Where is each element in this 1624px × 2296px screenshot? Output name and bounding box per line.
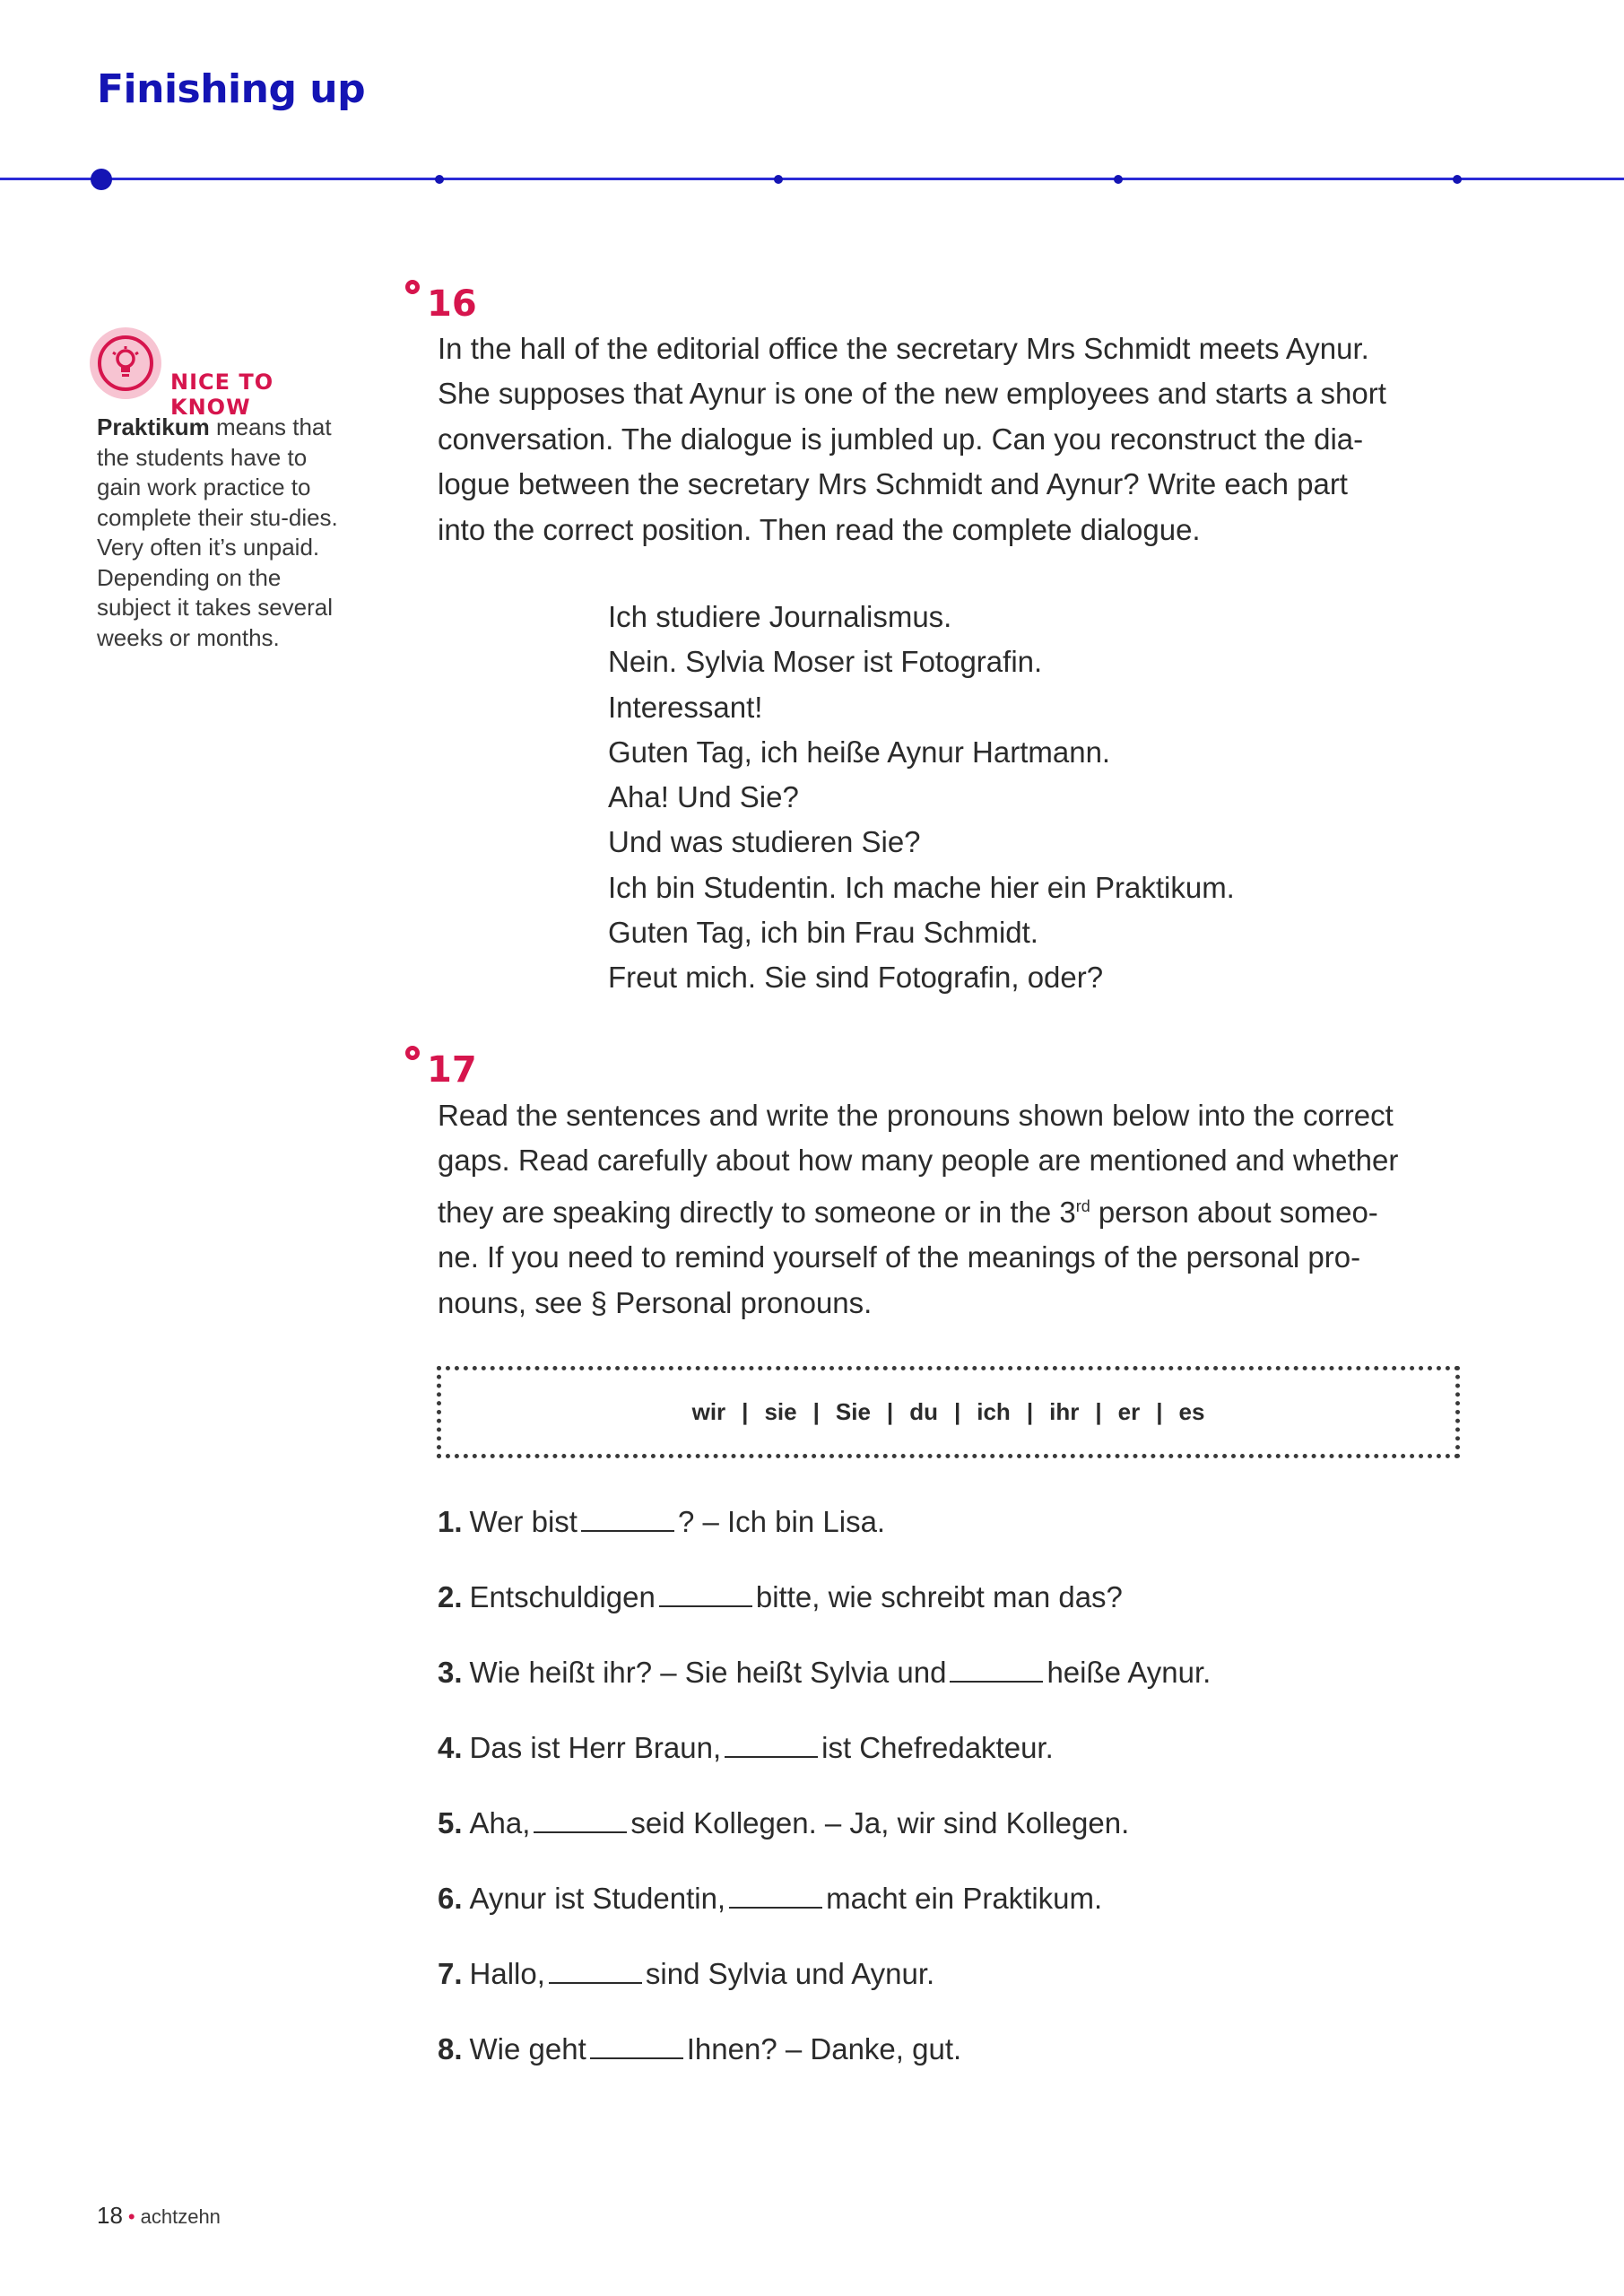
page-number: 18 — [97, 2202, 123, 2229]
list-item — [438, 1726, 1514, 1801]
exercise-17-instructions — [438, 1093, 1460, 1326]
dialogue-line: Guten Tag, ich heiße Aynur Hartmann. — [608, 735, 1111, 769]
instruction-line: into the correct position. Then read the complete dialogue. — [438, 512, 1201, 546]
answer-gap[interactable] — [729, 1880, 822, 1909]
page-word: achtzehn — [140, 2205, 221, 2228]
instruction-line: logue between the secretary Mrs Schmidt and Aynur? Write each part — [438, 467, 1348, 501]
list-item — [438, 1650, 1514, 1726]
nice-to-know-body: means that the students have to gain work practice to complete their stu-dies. Very often it’s unpaid. Depending on the subject it takes several weeks or months. — [97, 413, 338, 651]
list-item — [438, 1500, 1514, 1575]
separator: | — [1095, 1398, 1102, 1425]
lightbulb-icon — [90, 327, 161, 399]
dialogue-line: Guten Tag, ich bin Frau Schmidt. — [608, 916, 1038, 950]
instruction-line — [438, 1184, 1460, 1235]
exercise-number: 16 — [427, 283, 477, 325]
pronoun-option: ihr — [1049, 1398, 1080, 1425]
pronoun-option: du — [909, 1398, 938, 1425]
timeline-dot — [1114, 175, 1123, 184]
instruction-line: nouns, see § Personal pronouns. — [438, 1285, 873, 1319]
sentence-after: ? – Ich bin Lisa. — [677, 1505, 886, 1538]
item-number: 7. — [438, 1957, 463, 1990]
dialogue-line: Interessant! — [608, 690, 763, 724]
exercise-17-heading — [405, 1046, 477, 1091]
dialogue-line: Aha! Und Sie? — [608, 780, 799, 814]
dialogue-line: Nein. Sylvia Moser ist Fotografin. — [608, 645, 1043, 679]
answer-gap[interactable] — [725, 1729, 818, 1758]
sentence-before: Aynur ist Studentin, — [469, 1882, 726, 1915]
list-item — [438, 2027, 1514, 2102]
timeline-dot — [435, 175, 444, 184]
circle-icon — [405, 1046, 420, 1060]
list-item — [438, 1801, 1514, 1876]
instruction-line: ne. If you need to remind yourself of the meanings of the personal pro- — [438, 1240, 1361, 1274]
dialogue-line: Freut mich. Sie sind Fotografin, oder? — [608, 961, 1104, 995]
list-item — [438, 1876, 1514, 1952]
superscript: rd — [1075, 1196, 1090, 1215]
instruction-line: In the hall of the editorial office the secretary Mrs Schmidt meets Aynur. — [438, 332, 1369, 365]
dialogue-line: Ich studiere Journalismus. — [608, 600, 952, 633]
instruction-line: conversation. The dialogue is jumbled up. Can you reconstruct the dia- — [438, 422, 1364, 456]
sentence-before: Wie heißt ihr? – Sie heißt Sylvia und — [469, 1656, 947, 1689]
instruction-line: gaps. Read carefully about how many people are mentioned and whether — [438, 1144, 1399, 1178]
pronoun-option: wir — [691, 1398, 726, 1425]
sentence-before: Wer bist — [469, 1505, 578, 1538]
item-number: 8. — [438, 2032, 463, 2066]
list-item — [438, 1575, 1514, 1650]
item-number: 3. — [438, 1656, 463, 1689]
dialogue-line: Und was studieren Sie? — [608, 825, 921, 859]
separator: | — [886, 1398, 894, 1425]
instruction-line: She supposes that Aynur is one of the new employees and starts a short — [438, 377, 1386, 411]
item-number: 1. — [438, 1505, 463, 1538]
item-number: 4. — [438, 1731, 463, 1764]
answer-gap[interactable] — [549, 1955, 642, 1984]
sentence-before: Das ist Herr Braun, — [469, 1731, 722, 1764]
timeline-dot — [1453, 175, 1462, 184]
pronoun-option: es — [1178, 1398, 1205, 1425]
pronoun-option: er — [1117, 1398, 1141, 1425]
exercise-16-instructions — [438, 326, 1460, 552]
sentence-list — [438, 1500, 1514, 2102]
sentence-after: macht ein Praktikum. — [826, 1882, 1103, 1915]
exercise-16-heading — [405, 280, 477, 325]
nice-to-know-text — [97, 413, 352, 653]
answer-gap[interactable] — [659, 1578, 752, 1607]
item-number: 6. — [438, 1882, 463, 1915]
separator: | — [1026, 1398, 1034, 1425]
dialogue-list — [608, 595, 1235, 1001]
instruction-text: they are speaking directly to someone or in the 3 — [438, 1195, 1076, 1229]
separator: | — [812, 1398, 820, 1425]
sentence-after: sind Sylvia und Aynur. — [645, 1957, 935, 1990]
sentence-before: Hallo, — [469, 1957, 545, 1990]
sentence-after: seid Kollegen. – Ja, wir sind Kollegen. — [630, 1806, 1130, 1839]
pronoun-option: sie — [764, 1398, 797, 1425]
separator: | — [1156, 1398, 1163, 1425]
bullet-icon: • — [127, 2205, 135, 2228]
item-number: 2. — [438, 1580, 463, 1613]
timeline-dot — [774, 175, 783, 184]
instruction-text: person about someo- — [1090, 1195, 1378, 1229]
nice-to-know-title: NICE TO KNOW — [170, 370, 274, 420]
page-title: Finishing up — [97, 66, 366, 112]
answer-gap[interactable] — [950, 1654, 1043, 1683]
sentence-before: Entschuldigen — [469, 1580, 656, 1613]
answer-gap[interactable] — [590, 2031, 683, 2059]
pronoun-box — [437, 1366, 1460, 1458]
circle-icon — [405, 280, 420, 294]
answer-gap[interactable] — [581, 1503, 674, 1532]
separator: | — [742, 1398, 749, 1425]
exercise-number: 17 — [427, 1049, 477, 1091]
sentence-after: bitte, wie schreibt man das? — [755, 1580, 1123, 1613]
dialogue-line: Ich bin Studentin. Ich mache hier ein Praktikum. — [608, 870, 1235, 904]
pronoun-option: Sie — [835, 1398, 871, 1425]
nice-to-know-term: Praktikum — [97, 413, 210, 440]
page-footer — [97, 2202, 221, 2230]
sentence-before: Wie geht — [469, 2032, 586, 2066]
list-item — [438, 1952, 1514, 2027]
answer-gap[interactable] — [534, 1805, 627, 1833]
item-number: 5. — [438, 1806, 463, 1839]
separator: | — [953, 1398, 961, 1425]
sentence-after: heiße Aynur. — [1046, 1656, 1211, 1689]
timeline-dot-active — [91, 169, 112, 190]
pronoun-option: ich — [977, 1398, 1011, 1425]
sentence-after: ist Chefredakteur. — [821, 1731, 1054, 1764]
sentence-after: Ihnen? – Danke, gut. — [686, 2032, 962, 2066]
header-rule — [0, 178, 1624, 180]
instruction-line: Read the sentences and write the pronouns shown below into the correct — [438, 1099, 1394, 1132]
sentence-before: Aha, — [469, 1806, 531, 1839]
